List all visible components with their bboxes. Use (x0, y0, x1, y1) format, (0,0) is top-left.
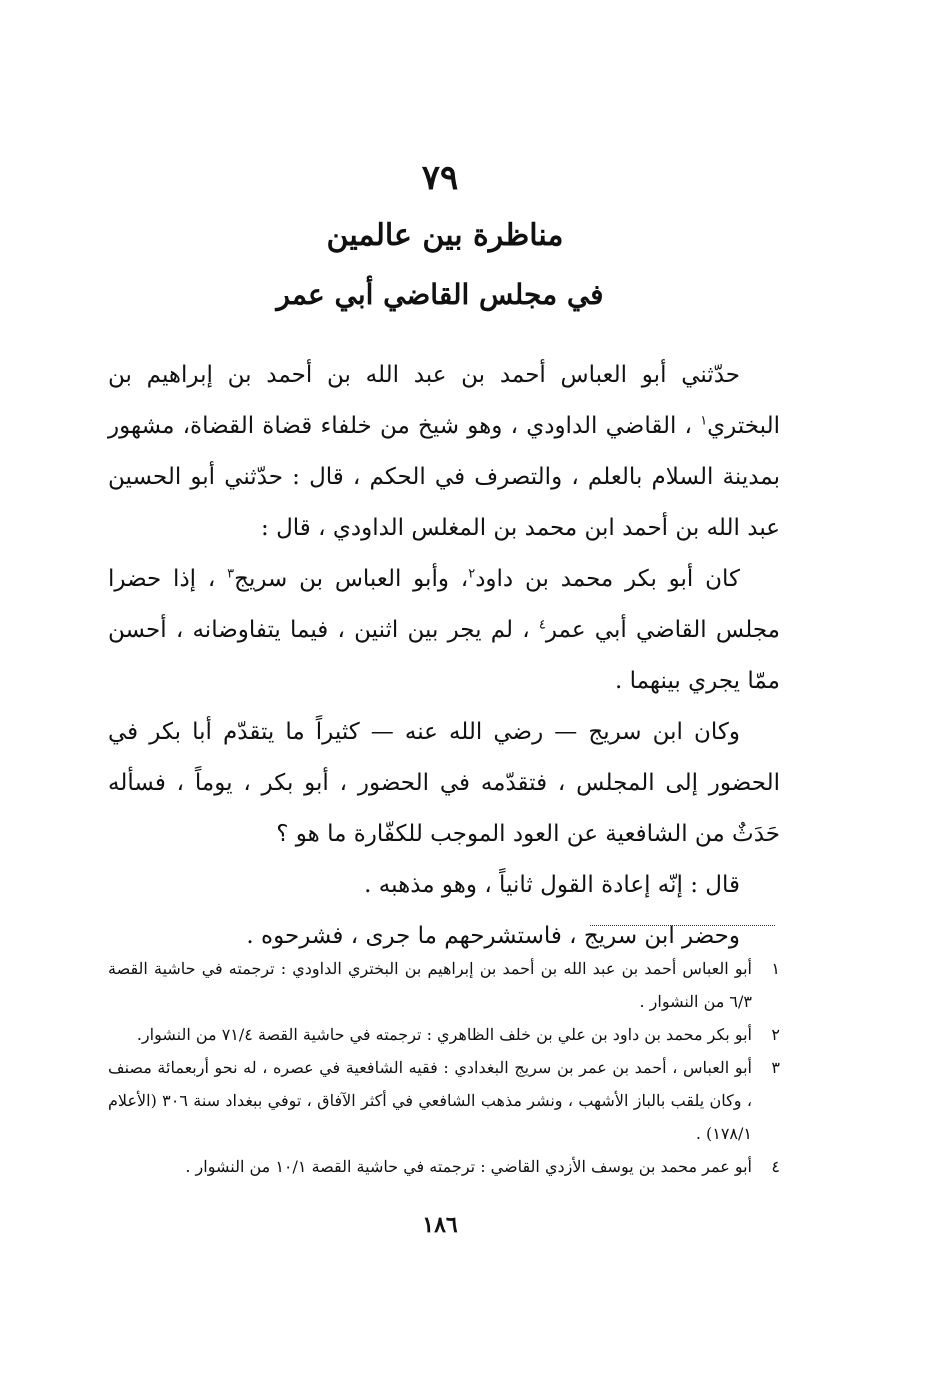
paragraph-5: وحضر ابن سريج ، فاستشرحهم ما جرى ، فشرحوه . (246, 923, 740, 949)
footnote-ref-2: ٢ (468, 566, 476, 582)
footnote-2 (108, 1018, 780, 1051)
paragraph-2-text-d: ، لم يجر بين اثنين ، فيما يتفاوضانه ، أحسن ممّا يجري بينهما . (108, 617, 780, 694)
footnote-text: أبو عمر محمد بن يوسف الأزدي القاضي : ترجمته في حاشية القصة ١٠/١ من النشوار . (185, 1157, 752, 1176)
footnote-text: أبو بكر محمد بن داود بن علي بن خلف الظاهري : ترجمته في حاشية القصة ٧١/٤ من النشوار. (136, 1025, 752, 1044)
page-number: ١٨٦ (422, 1212, 458, 1238)
paragraph-3: وكان ابن سريج — رضي الله عنه — كثيراً ما يتقدّم أبا بكر في الحضور إلى المجلس ، فتقدّمه في الحضور ، أبو بكر ، يوماً ، فسأله حَدَثٌ من الشافعية عن العود الموجب للكفّارة ما هو ؟ (108, 719, 780, 847)
story-body (108, 350, 780, 962)
paragraph-2-text-c: ، إذا حضرا مجلس القاضي أبي عمر (108, 566, 780, 643)
footnote-ref-3: ٣ (227, 566, 235, 582)
paragraph-1 (108, 350, 780, 554)
footnote-text: أبو العباس ، أحمد بن عمر بن سريج البغدادي : فقيه الشافعية في عصره ، له نحو أربعمائة مصنف ، وكان يلقب بالباز الأشهب ، ونشر مذهب الشافعي في أكثر الآفاق ، توفي ببغداد سنة ٣٠٦ (الأعلام ١٧٨/١) . (108, 1058, 753, 1143)
footnote-number: ١ (771, 959, 780, 978)
paragraph-2-text-b: ، وأبو العباس بن سريج (234, 566, 469, 592)
footnote-ref-1: ١ (700, 413, 708, 429)
footnote-4 (108, 1150, 780, 1183)
paragraph-1-text-b: ، القاضي الداودي ، وهو شيخ من خلفاء قضاة القضاة، مشهور بمدينة السلام بالعلم ، والتصرف في الحكم ، قال : حدّثني أبو الحسين عبد الله بن أحمد ابن محمد بن المغلس الداودي ، قال : (108, 413, 780, 541)
footnote-number: ٣ (771, 1058, 780, 1077)
paragraph-2 (108, 554, 780, 707)
footnote-number: ٤ (771, 1157, 780, 1176)
footnotes (108, 952, 780, 1183)
footnote-number: ٢ (771, 1025, 780, 1044)
story-title: مناظرة بين عالمين (326, 218, 564, 253)
story-subtitle: في مجلس القاضي أبي عمر (276, 278, 604, 311)
footnote-divider (590, 925, 775, 926)
paragraph-4: قال : إنّه إعادة القول ثانياً ، وهو مذهبه . (364, 872, 740, 898)
story-number: ٧٩ (421, 158, 459, 198)
paragraph-2-text-a: كان أبو بكر محمد بن داود (475, 566, 740, 592)
footnote-3 (108, 1051, 780, 1150)
footnote-ref-4: ٤ (538, 617, 546, 633)
footnote-1 (108, 952, 780, 1018)
footnote-text: أبو العباس أحمد بن عبد الله بن أحمد بن إبراهيم بن البختري الداودي : ترجمته في حاشية القصة ٦/٣ من النشوار . (108, 959, 752, 1011)
paragraph-1-text-a: حدّثني أبو العباس أحمد بن عبد الله بن أحمد بن إبراهيم بن البختري (108, 362, 780, 439)
